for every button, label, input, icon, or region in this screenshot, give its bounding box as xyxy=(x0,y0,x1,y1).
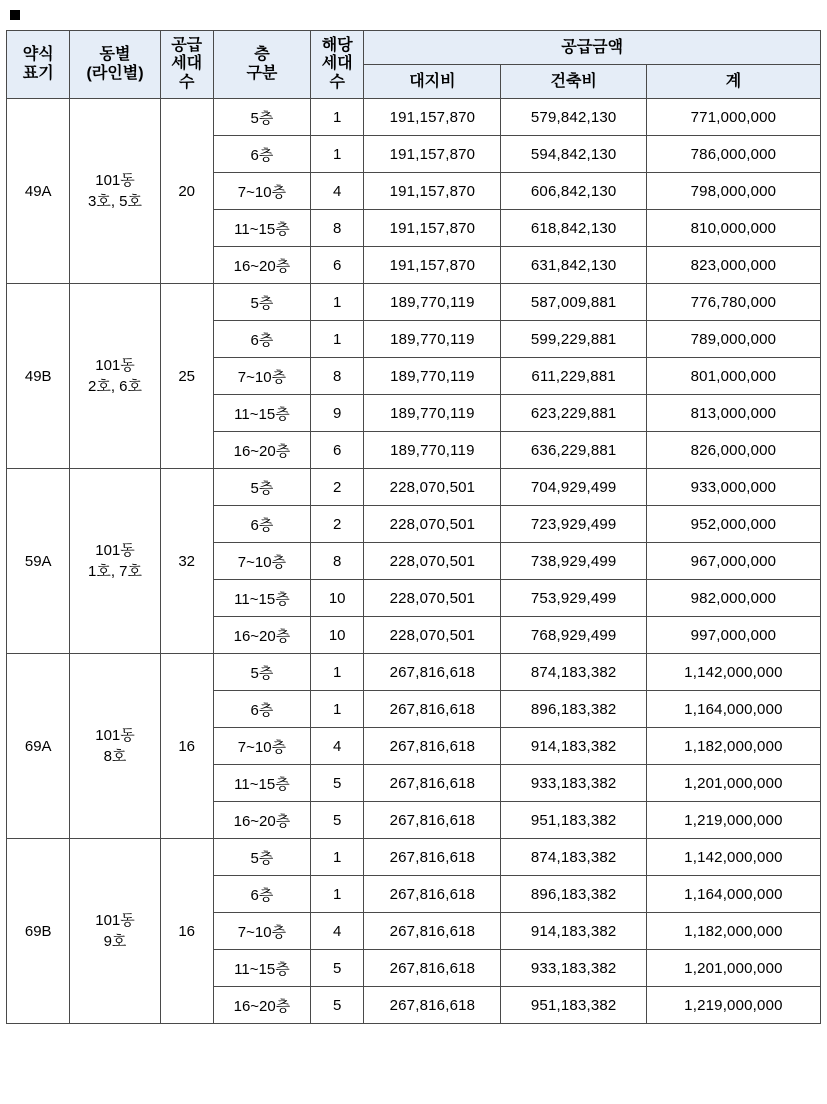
cell-land-price: 228,070,501 xyxy=(364,543,501,580)
cell-unit-count: 6 xyxy=(311,432,364,469)
cell-build-price: 611,229,881 xyxy=(501,358,646,395)
cell-floor: 11~15층 xyxy=(213,580,310,617)
cell-unit-count: 4 xyxy=(311,728,364,765)
cell-floor: 11~15층 xyxy=(213,210,310,247)
cell-total-price: 1,142,000,000 xyxy=(646,839,820,876)
cell-unit-count: 9 xyxy=(311,395,364,432)
cell-unit-count: 2 xyxy=(311,506,364,543)
cell-floor: 6층 xyxy=(213,321,310,358)
cell-land-price: 267,816,618 xyxy=(364,691,501,728)
header-floor: 층 구분 xyxy=(213,31,310,99)
cell-floor: 16~20층 xyxy=(213,802,310,839)
cell-build-price: 951,183,382 xyxy=(501,802,646,839)
cell-floor: 5층 xyxy=(213,284,310,321)
cell-floor: 7~10층 xyxy=(213,728,310,765)
cell-land-price: 191,157,870 xyxy=(364,136,501,173)
cell-build-price: 896,183,382 xyxy=(501,691,646,728)
cell-land-price: 189,770,119 xyxy=(364,321,501,358)
cell-land-price: 267,816,618 xyxy=(364,654,501,691)
table-row xyxy=(7,469,821,506)
cell-total-price: 823,000,000 xyxy=(646,247,820,284)
cell-land-price: 228,070,501 xyxy=(364,506,501,543)
cell-build-price: 933,183,382 xyxy=(501,765,646,802)
header-total-price: 계 xyxy=(646,65,820,99)
cell-floor: 5층 xyxy=(213,469,310,506)
cell-build-price: 723,929,499 xyxy=(501,506,646,543)
cell-code: 59A xyxy=(7,469,70,654)
cell-floor: 6층 xyxy=(213,876,310,913)
table-row xyxy=(7,284,821,321)
cell-unit-count: 10 xyxy=(311,580,364,617)
cell-build-price: 704,929,499 xyxy=(501,469,646,506)
cell-unit-count: 4 xyxy=(311,173,364,210)
header-dong: 동별 (라인별) xyxy=(70,31,160,99)
table-row xyxy=(7,839,821,876)
cell-unit-count: 1 xyxy=(311,654,364,691)
cell-land-price: 191,157,870 xyxy=(364,173,501,210)
cell-build-price: 896,183,382 xyxy=(501,876,646,913)
cell-land-price: 189,770,119 xyxy=(364,432,501,469)
cell-dong-line2: 8호 xyxy=(103,748,127,766)
cell-build-price: 579,842,130 xyxy=(501,99,646,136)
cell-dong-line1: 101동 xyxy=(95,542,135,560)
table-row xyxy=(7,654,821,691)
cell-unit-count: 1 xyxy=(311,136,364,173)
cell-total-price: 1,164,000,000 xyxy=(646,876,820,913)
cell-floor: 16~20층 xyxy=(213,987,310,1024)
square-bullet-icon xyxy=(10,10,20,20)
cell-total-price: 1,182,000,000 xyxy=(646,728,820,765)
cell-dong xyxy=(70,654,160,839)
cell-unit-count: 1 xyxy=(311,876,364,913)
table-body xyxy=(7,99,821,1024)
cell-dong-line2: 1호, 7호 xyxy=(88,563,143,581)
cell-total-price: 771,000,000 xyxy=(646,99,820,136)
cell-land-price: 191,157,870 xyxy=(364,247,501,284)
cell-build-price: 874,183,382 xyxy=(501,654,646,691)
cell-dong xyxy=(70,284,160,469)
cell-build-price: 768,929,499 xyxy=(501,617,646,654)
cell-build-price: 606,842,130 xyxy=(501,173,646,210)
cell-unit-count: 5 xyxy=(311,802,364,839)
cell-supply-units: 20 xyxy=(160,99,213,284)
cell-build-price: 623,229,881 xyxy=(501,395,646,432)
header-code: 약식 표기 xyxy=(7,31,70,99)
cell-dong-line2: 9호 xyxy=(103,933,127,951)
cell-floor: 7~10층 xyxy=(213,173,310,210)
cell-unit-count: 5 xyxy=(311,950,364,987)
cell-dong-line1: 101동 xyxy=(95,357,135,375)
cell-land-price: 267,816,618 xyxy=(364,728,501,765)
cell-code: 49B xyxy=(7,284,70,469)
cell-build-price: 594,842,130 xyxy=(501,136,646,173)
cell-total-price: 1,182,000,000 xyxy=(646,913,820,950)
cell-build-price: 753,929,499 xyxy=(501,580,646,617)
table-row xyxy=(7,99,821,136)
cell-total-price: 1,142,000,000 xyxy=(646,654,820,691)
cell-floor: 16~20층 xyxy=(213,247,310,284)
cell-unit-count: 6 xyxy=(311,247,364,284)
cell-unit-count: 1 xyxy=(311,321,364,358)
cell-total-price: 1,201,000,000 xyxy=(646,765,820,802)
cell-supply-units: 16 xyxy=(160,839,213,1024)
supply-amount-table xyxy=(6,30,821,1024)
cell-floor: 5층 xyxy=(213,839,310,876)
cell-land-price: 267,816,618 xyxy=(364,876,501,913)
cell-unit-count: 8 xyxy=(311,210,364,247)
cell-total-price: 810,000,000 xyxy=(646,210,820,247)
cell-build-price: 874,183,382 xyxy=(501,839,646,876)
cell-floor: 7~10층 xyxy=(213,543,310,580)
cell-floor: 11~15층 xyxy=(213,950,310,987)
cell-total-price: 967,000,000 xyxy=(646,543,820,580)
cell-total-price: 776,780,000 xyxy=(646,284,820,321)
cell-total-price: 1,219,000,000 xyxy=(646,987,820,1024)
cell-total-price: 1,219,000,000 xyxy=(646,802,820,839)
header-unit-count: 해당 세대 수 xyxy=(311,31,364,99)
cell-floor: 16~20층 xyxy=(213,432,310,469)
cell-land-price: 267,816,618 xyxy=(364,950,501,987)
cell-code: 69A xyxy=(7,654,70,839)
header-land-price: 대지비 xyxy=(364,65,501,99)
page-title xyxy=(10,10,821,20)
cell-build-price: 933,183,382 xyxy=(501,950,646,987)
cell-supply-units: 16 xyxy=(160,654,213,839)
cell-dong xyxy=(70,99,160,284)
cell-floor: 7~10층 xyxy=(213,913,310,950)
cell-total-price: 789,000,000 xyxy=(646,321,820,358)
cell-land-price: 228,070,501 xyxy=(364,617,501,654)
cell-land-price: 228,070,501 xyxy=(364,469,501,506)
cell-total-price: 982,000,000 xyxy=(646,580,820,617)
cell-floor: 11~15층 xyxy=(213,765,310,802)
cell-build-price: 914,183,382 xyxy=(501,913,646,950)
cell-build-price: 631,842,130 xyxy=(501,247,646,284)
header-amount-group: 공급금액 xyxy=(364,31,821,65)
cell-floor: 7~10층 xyxy=(213,358,310,395)
cell-build-price: 914,183,382 xyxy=(501,728,646,765)
cell-total-price: 1,164,000,000 xyxy=(646,691,820,728)
cell-unit-count: 5 xyxy=(311,987,364,1024)
cell-build-price: 738,929,499 xyxy=(501,543,646,580)
cell-land-price: 267,816,618 xyxy=(364,987,501,1024)
cell-land-price: 191,157,870 xyxy=(364,210,501,247)
cell-build-price: 599,229,881 xyxy=(501,321,646,358)
cell-land-price: 228,070,501 xyxy=(364,580,501,617)
cell-floor: 11~15층 xyxy=(213,395,310,432)
cell-code: 69B xyxy=(7,839,70,1024)
cell-land-price: 267,816,618 xyxy=(364,913,501,950)
cell-unit-count: 5 xyxy=(311,765,364,802)
cell-build-price: 618,842,130 xyxy=(501,210,646,247)
cell-dong-line1: 101동 xyxy=(95,172,135,190)
cell-total-price: 786,000,000 xyxy=(646,136,820,173)
cell-floor: 6층 xyxy=(213,691,310,728)
cell-land-price: 191,157,870 xyxy=(364,99,501,136)
cell-total-price: 801,000,000 xyxy=(646,358,820,395)
cell-land-price: 267,816,618 xyxy=(364,765,501,802)
cell-total-price: 933,000,000 xyxy=(646,469,820,506)
cell-dong-line1: 101동 xyxy=(95,727,135,745)
cell-supply-units: 25 xyxy=(160,284,213,469)
cell-land-price: 189,770,119 xyxy=(364,284,501,321)
cell-floor: 6층 xyxy=(213,506,310,543)
cell-unit-count: 1 xyxy=(311,691,364,728)
cell-dong-line2: 3호, 5호 xyxy=(88,193,143,211)
cell-unit-count: 4 xyxy=(311,913,364,950)
cell-code: 49A xyxy=(7,99,70,284)
cell-dong xyxy=(70,839,160,1024)
header-build-price: 건축비 xyxy=(501,65,646,99)
cell-build-price: 951,183,382 xyxy=(501,987,646,1024)
cell-floor: 5층 xyxy=(213,99,310,136)
cell-unit-count: 10 xyxy=(311,617,364,654)
cell-dong-line2: 2호, 6호 xyxy=(88,378,143,396)
cell-unit-count: 8 xyxy=(311,543,364,580)
cell-land-price: 267,816,618 xyxy=(364,839,501,876)
cell-total-price: 952,000,000 xyxy=(646,506,820,543)
cell-unit-count: 1 xyxy=(311,99,364,136)
cell-build-price: 636,229,881 xyxy=(501,432,646,469)
cell-total-price: 813,000,000 xyxy=(646,395,820,432)
header-row-1 xyxy=(7,31,821,65)
cell-total-price: 826,000,000 xyxy=(646,432,820,469)
header-supply-units: 공급 세대 수 xyxy=(160,31,213,99)
cell-unit-count: 8 xyxy=(311,358,364,395)
cell-total-price: 798,000,000 xyxy=(646,173,820,210)
cell-total-price: 1,201,000,000 xyxy=(646,950,820,987)
cell-dong xyxy=(70,469,160,654)
cell-land-price: 267,816,618 xyxy=(364,802,501,839)
cell-unit-count: 2 xyxy=(311,469,364,506)
cell-land-price: 189,770,119 xyxy=(364,395,501,432)
cell-unit-count: 1 xyxy=(311,839,364,876)
cell-unit-count: 1 xyxy=(311,284,364,321)
cell-supply-units: 32 xyxy=(160,469,213,654)
cell-total-price: 997,000,000 xyxy=(646,617,820,654)
cell-floor: 16~20층 xyxy=(213,617,310,654)
cell-build-price: 587,009,881 xyxy=(501,284,646,321)
cell-floor: 5층 xyxy=(213,654,310,691)
cell-land-price: 189,770,119 xyxy=(364,358,501,395)
table-header xyxy=(7,31,821,99)
cell-dong-line1: 101동 xyxy=(95,912,135,930)
cell-floor: 6층 xyxy=(213,136,310,173)
